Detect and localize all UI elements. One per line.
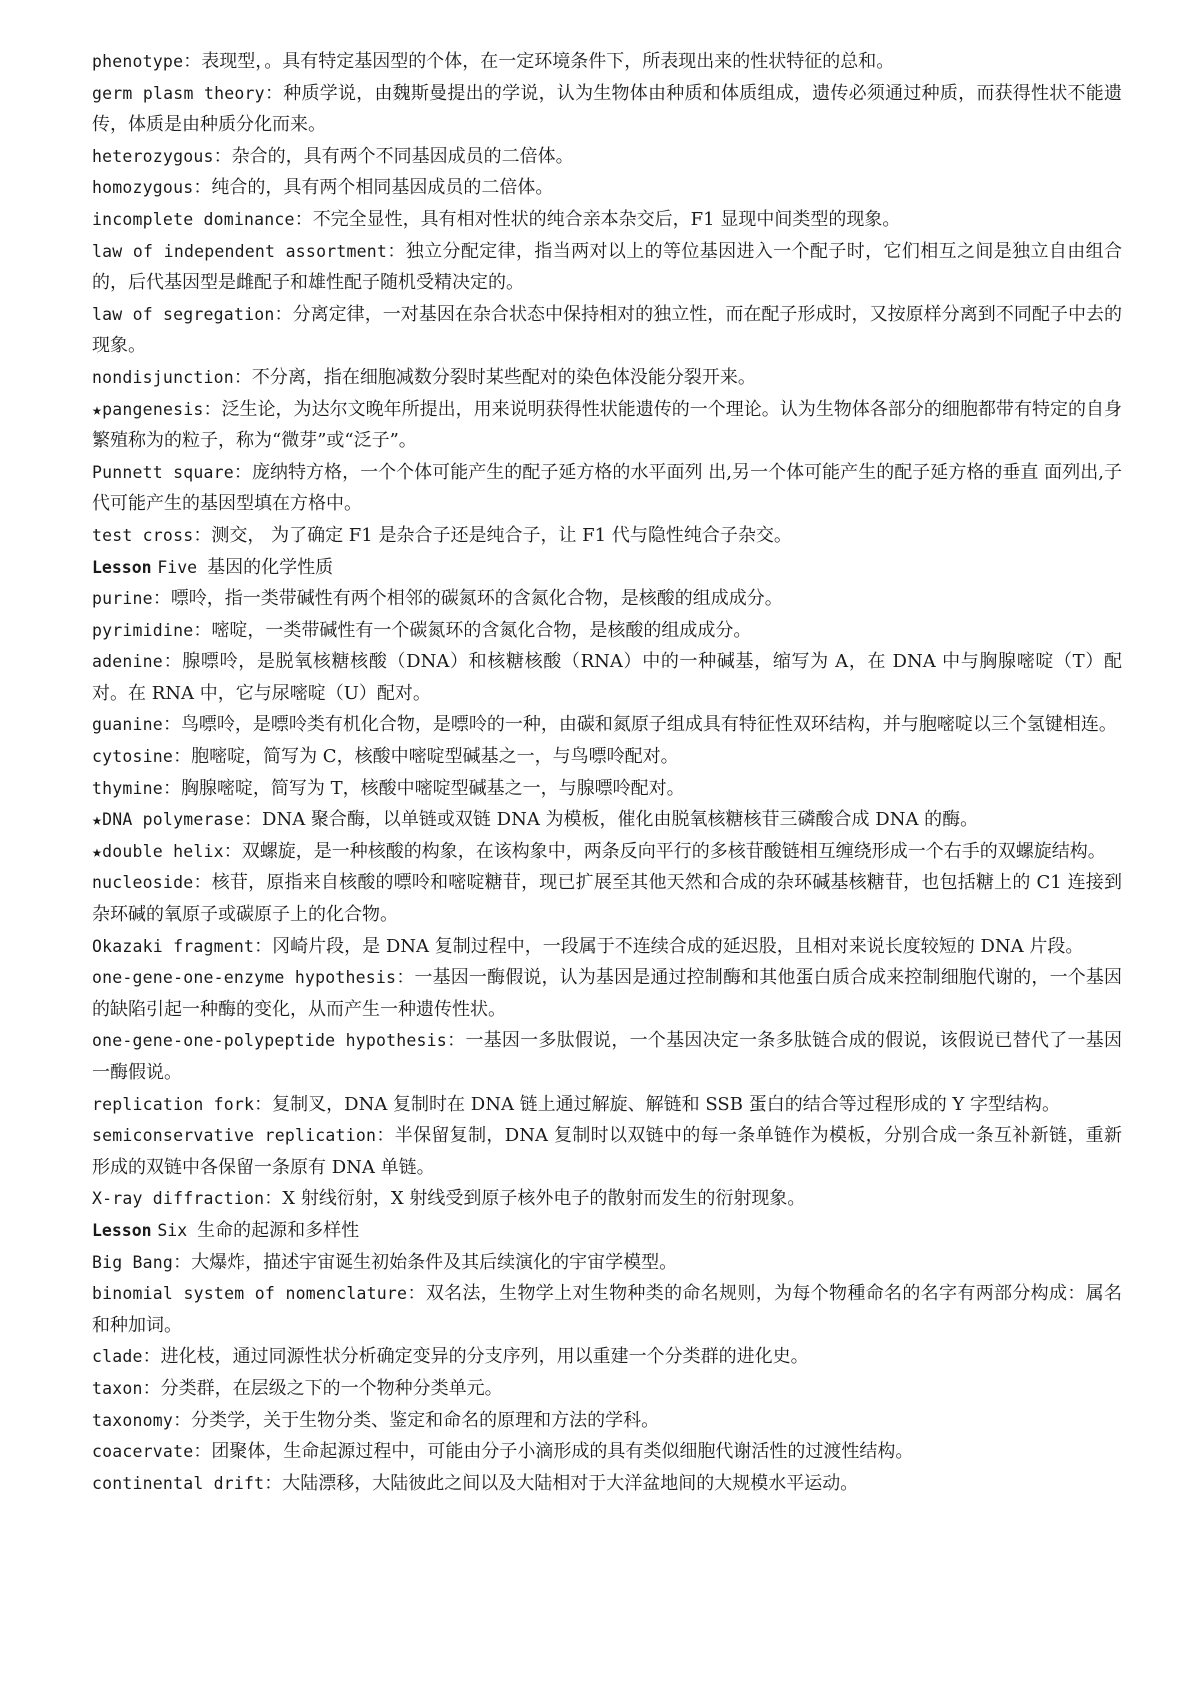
glossary-term: thymine xyxy=(92,778,163,798)
term-separator: ： xyxy=(173,1409,192,1431)
glossary-term: X-ray diffraction xyxy=(92,1189,265,1209)
glossary-entry xyxy=(92,457,1122,520)
lesson-number: Six xyxy=(157,1220,188,1240)
glossary-term: Okazaki fragment xyxy=(92,936,255,956)
glossary-term: cytosine xyxy=(92,747,174,767)
term-separator: ： xyxy=(152,588,171,610)
glossary-definition: 大爆炸，描述宇宙诞生初始条件及其后续演化的宇宙学模型。 xyxy=(191,1251,678,1273)
glossary-term: one-gene-one-polypeptide hypothesis xyxy=(92,1031,447,1051)
term-separator: ： xyxy=(446,1030,466,1052)
glossary-definition: 分离定律，一对基因在杂合状态中保持相对的独立性，而在配子形成时，又按原样分离到不同配子中去的现象。 xyxy=(92,303,1123,357)
glossary-entry xyxy=(92,141,1122,173)
glossary-entry xyxy=(92,362,1122,394)
term-separator: ： xyxy=(193,619,212,641)
glossary-definition: 胸腺嘧啶，简写为 T，核酸中嘧啶型碱基之一，与腺嘌呤配对。 xyxy=(180,777,685,799)
glossary-term: law of independent assortment xyxy=(92,241,388,261)
glossary-definition: 纯合的，具有两个相同基因成员的二倍体。 xyxy=(211,177,554,199)
lesson-title: 基因的化学性质 xyxy=(207,556,334,578)
glossary-entry xyxy=(92,1278,1122,1341)
term-separator: ： xyxy=(223,840,242,862)
term-separator: ： xyxy=(162,777,181,799)
glossary-entry xyxy=(92,46,1122,78)
glossary-term: Punnett square xyxy=(92,462,234,482)
glossary-definition: 嘌呤，指一类带碱性有两个相邻的碳氮环的含氮化合物，是核酸的组成成分。 xyxy=(170,588,783,610)
glossary-definition: 进化枝，通过同源性状分析确定变异的分支序列，用以重建一个分类群的进化史。 xyxy=(160,1346,809,1368)
glossary-entry xyxy=(92,709,1122,741)
term-separator: ： xyxy=(244,809,263,831)
glossary-term: ★pangenesis xyxy=(92,399,204,419)
glossary-entry xyxy=(92,520,1122,552)
glossary-term: binomial system of nomenclature xyxy=(92,1284,408,1304)
glossary-definition: 表现型，。具有特定基因型的个体，在一定环境条件下，所表现出来的性状特征的总和。 xyxy=(201,51,895,72)
glossary-definition: DNA 聚合酶，以单链或双链 DNA 为模板，催化由脱氧核糖核苷三磷酸合成 DNA 的酶。 xyxy=(262,809,979,831)
glossary-term: heterozygous xyxy=(92,146,214,166)
term-separator: ： xyxy=(233,366,252,388)
lesson-title: 生命的起源和多样性 xyxy=(197,1219,360,1241)
term-separator: ： xyxy=(407,1283,426,1305)
glossary-definition: 嘧啶，一类带碱性有一个碳氮环的含氮化合物，是核酸的组成成分。 xyxy=(211,619,752,641)
term-separator: ： xyxy=(142,1346,161,1368)
glossary-term: purine xyxy=(92,589,153,609)
lesson-number: Five xyxy=(157,557,198,577)
glossary-term: test cross xyxy=(92,525,194,545)
glossary-entry xyxy=(92,583,1122,615)
glossary-definition: 测交， 为了确定 F1 是杂合子还是纯合子，让 F1 代与隐性纯合子杂交。 xyxy=(211,524,792,546)
glossary-entry xyxy=(92,1089,1122,1121)
term-separator: ： xyxy=(142,1377,161,1399)
term-separator: ： xyxy=(254,1093,273,1115)
glossary-definition: 大陆漂移，大陆彼此之间以及大陆相对于大洋盆地间的大规模水平运动。 xyxy=(282,1472,859,1494)
glossary-term: ★DNA polymerase xyxy=(92,810,245,830)
glossary-term: nondisjunction xyxy=(92,367,234,387)
glossary-term: incomplete dominance xyxy=(92,209,295,229)
glossary-entry xyxy=(92,931,1122,963)
term-separator: ： xyxy=(376,1125,395,1147)
glossary-definition: 独立分配定律，指当两对以上的等位基因进入一个配子时，它们相互之间是独立自由组合的，后代基因型是雌配子和雄性配子随机受精决定的。 xyxy=(92,240,1122,294)
glossary-term: semiconservative replication xyxy=(92,1126,377,1146)
glossary-entry xyxy=(92,1025,1122,1088)
term-separator: ： xyxy=(203,398,222,420)
glossary-definition: 腺嘌呤，是脱氧核糖核酸（DNA）和核糖核酸（RNA）中的一种碱基，缩写为 A，在 DNA 中与胸腺嘧啶（T）配对。在 RNA 中，它与尿嘧啶（U）配对。 xyxy=(92,651,1122,704)
glossary-definition: 冈崎片段，是 DNA 复制过程中，一段属于不连续合成的延迟股，且相对来说长度较短的 DNA 片段。 xyxy=(272,935,1084,957)
document-page xyxy=(92,46,1122,1499)
glossary-term: homozygous xyxy=(92,178,194,198)
glossary-entry xyxy=(92,1468,1122,1500)
glossary-entry xyxy=(92,836,1122,868)
glossary-entry xyxy=(92,172,1122,204)
glossary-entry xyxy=(92,1120,1122,1183)
glossary-term: continental drift xyxy=(92,1473,265,1493)
term-separator: ： xyxy=(213,145,232,167)
glossary-entry xyxy=(92,236,1122,299)
glossary-definition: 不完全显性，具有相对性状的纯合亲本杂交后，F1 显现中间类型的现象。 xyxy=(312,208,901,230)
term-separator: ： xyxy=(162,714,181,736)
glossary-entry xyxy=(92,204,1122,236)
glossary-term: adenine xyxy=(92,652,163,672)
glossary-term: nucleoside xyxy=(92,873,194,893)
glossary-entry xyxy=(92,1341,1122,1373)
glossary-definition: 半保留复制，DNA 复制时以双链中的每一条单链作为模板，分别合成一条互补新链，重新形成的双链中各保留一条原有 DNA 单链。 xyxy=(92,1125,1123,1178)
glossary-entry xyxy=(92,299,1122,362)
glossary-entry xyxy=(92,867,1122,930)
lesson-label: Lesson xyxy=(92,557,152,577)
term-separator: ： xyxy=(173,746,192,768)
glossary-entry xyxy=(92,1373,1122,1405)
lesson-heading xyxy=(92,1215,1122,1247)
term-separator: ： xyxy=(193,524,212,546)
term-separator: ： xyxy=(162,651,183,673)
glossary-term: clade xyxy=(92,1347,143,1367)
glossary-definition: 复制叉，DNA 复制时在 DNA 链上通过解旋、解链和 SSB 蛋白的结合等过程形成的 Y 字型结构。 xyxy=(272,1093,1061,1115)
term-separator: ： xyxy=(264,82,284,104)
glossary-entry xyxy=(92,962,1122,1025)
glossary-definition: 核苷，原指来自核酸的嘌呤和嘧啶糖苷，现已扩展至其他天然和合成的杂环碱基核糖苷，也包括糖上的 C1 连接到杂环碱的氧原子或碳原子上的化合物。 xyxy=(92,872,1123,926)
glossary-term: one-gene-one-enzyme hypothesis xyxy=(92,968,397,988)
glossary-term: ★double helix xyxy=(92,841,224,861)
term-separator: ： xyxy=(193,177,212,199)
glossary-entry xyxy=(92,1405,1122,1437)
glossary-term: replication fork xyxy=(92,1094,255,1114)
glossary-entry xyxy=(92,1183,1122,1215)
glossary-term: taxonomy xyxy=(92,1410,174,1430)
glossary-term: taxon xyxy=(92,1378,143,1398)
glossary-definition: 一基因一多肽假说，一个基因决定一条多肽链合成的假说，该假说已替代了一基因一酶假说。 xyxy=(92,1030,1123,1083)
term-separator: ： xyxy=(233,461,252,483)
term-separator: ： xyxy=(274,303,293,325)
glossary-definition: 鸟嘌呤，是嘌呤类有机化合物，是嘌呤的一种，由碳和氮原子组成具有特征性双环结构，并与胞嘧啶以三个氢键相连。 xyxy=(180,714,1117,736)
glossary-definition: 杂合的，具有两个不同基因成员的二倍体。 xyxy=(231,145,574,167)
glossary-term: pyrimidine xyxy=(92,620,194,640)
glossary-definition: 双螺旋，是一种核酸的构象，在该构象中，两条反向平行的多核苷酸链相互缠绕形成一个右手的双螺旋结构。 xyxy=(241,840,1106,862)
glossary-definition: 分类群，在层级之下的一个物种分类单元。 xyxy=(160,1377,503,1399)
glossary-term: germ plasm theory xyxy=(92,83,265,103)
glossary-definition: 庞纳特方格，一个个体可能产生的配子延方格的水平面列 出,另一个体可能产生的配子延方格的垂直 面列出,子代可能产生的基因型填在方格中。 xyxy=(92,461,1122,515)
term-separator: ： xyxy=(183,51,202,72)
glossary-entry xyxy=(92,646,1122,709)
glossary-definition: 一基因一酶假说，认为基因是通过控制酶和其他蛋白质合成来控制细胞代谢的，一个基因的缺陷引起一种酶的变化，从而产生一种遗传性状。 xyxy=(92,967,1123,1020)
term-separator: ： xyxy=(264,1188,283,1210)
glossary-entry xyxy=(92,1247,1122,1279)
glossary-term: coacervate xyxy=(92,1442,194,1462)
glossary-entry xyxy=(92,773,1122,805)
term-separator: ： xyxy=(193,1441,212,1463)
glossary-definition: 不分离，指在细胞减数分裂时某些配对的染色体没能分裂开来。 xyxy=(251,366,756,388)
glossary-definition: X 射线衍射，X 射线受到原子核外电子的散射而发生的衍射现象。 xyxy=(282,1188,806,1210)
glossary-definition: 泛生论，为达尔文晚年所提出，用来说明获得性状能遗传的一个理论。认为生物体各部分的细胞都带有特定的自身繁殖称为的粒子，称为“微芽”或“泛子”。 xyxy=(92,398,1122,452)
glossary-definition: 团聚体，生命起源过程中，可能由分子小滴形成的具有类似细胞代谢活性的过渡性结构。 xyxy=(211,1441,914,1463)
glossary-entry xyxy=(92,78,1122,141)
term-separator: ： xyxy=(387,240,406,262)
glossary-term: phenotype xyxy=(92,52,184,71)
term-separator: ： xyxy=(173,1251,192,1273)
glossary-term: law of segregation xyxy=(92,304,275,324)
glossary-entry xyxy=(92,741,1122,773)
term-separator: ： xyxy=(396,967,415,989)
glossary-entry xyxy=(92,804,1122,836)
glossary-term: Big Bang xyxy=(92,1252,174,1272)
term-separator: ： xyxy=(193,872,212,894)
glossary-definition: 分类学，关于生物分类、鉴定和命名的原理和方法的学科。 xyxy=(191,1409,660,1431)
glossary-definition: 胞嘧啶，简写为 C，核酸中嘧啶型碱基之一，与鸟嘌呤配对。 xyxy=(191,746,679,768)
term-separator: ： xyxy=(254,935,273,957)
glossary-entry xyxy=(92,394,1122,457)
term-separator: ： xyxy=(264,1472,283,1494)
glossary-entry xyxy=(92,1436,1122,1468)
glossary-definition: 种质学说，由魏斯曼提出的学说，认为生物体由种质和体质组成，遗传必须通过种质，而获得性状不能遗传，体质是由种质分化而来。 xyxy=(92,82,1123,136)
lesson-heading xyxy=(92,552,1122,584)
glossary-definition: 双名法，生物学上对生物种类的命名规则，为每个物種命名的名字有两部分构成：属名和种加词。 xyxy=(92,1283,1123,1336)
glossary-entry xyxy=(92,615,1122,647)
glossary-term: guanine xyxy=(92,715,163,735)
term-separator: ： xyxy=(294,208,313,230)
lesson-label: Lesson xyxy=(92,1220,152,1240)
